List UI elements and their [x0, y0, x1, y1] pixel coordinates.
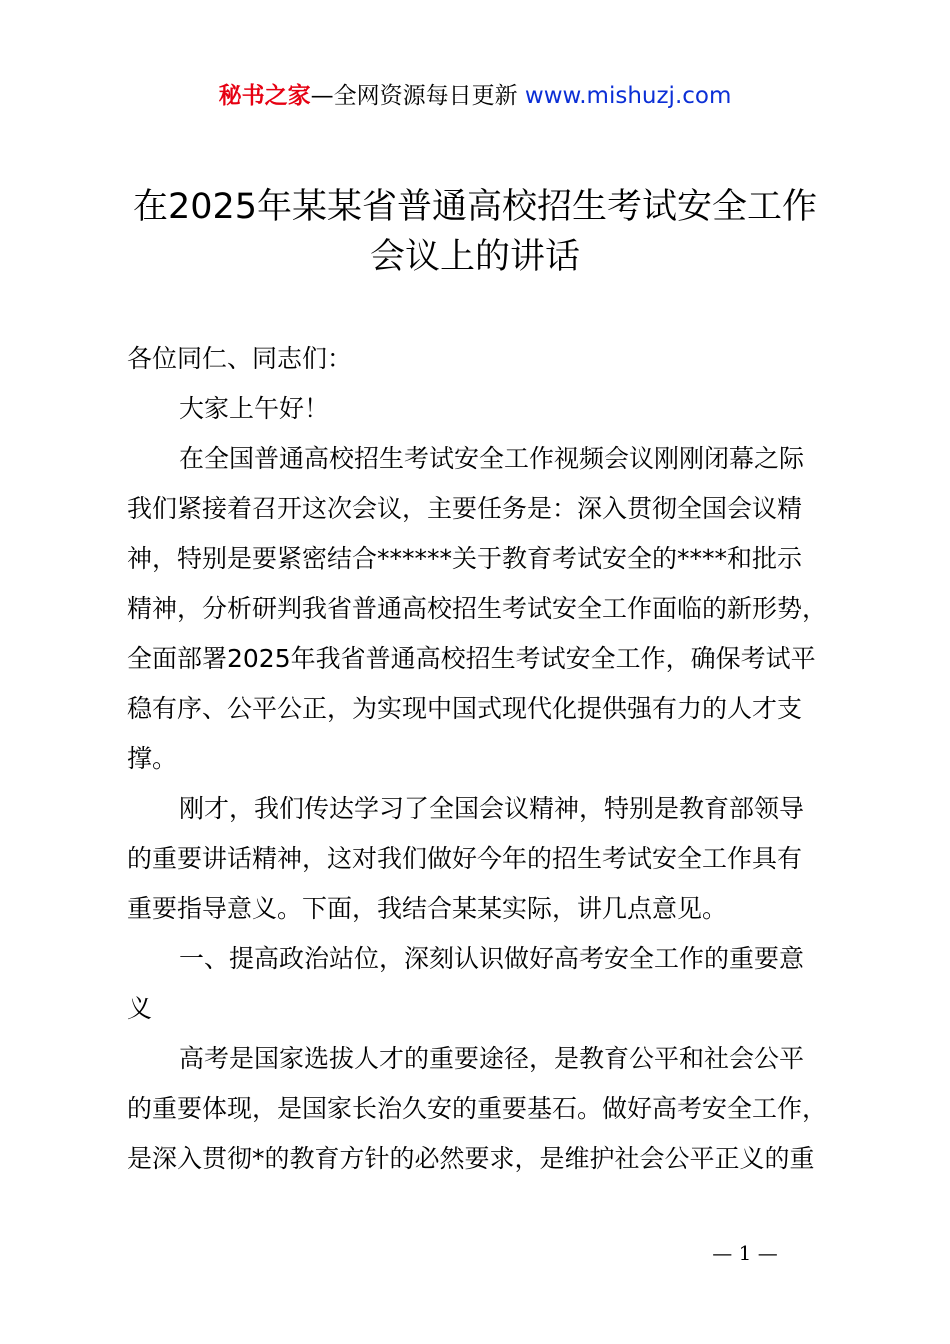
text-line: 高考是国家选拔人才的重要途径，是教育公平和社会公平 — [179, 1044, 805, 1073]
text-line: 全面部署2025年我省普通高校招生考试安全工作，确保考试平 — [127, 644, 816, 673]
paragraph-opening — [127, 434, 862, 784]
text-line: 重要指导意义。下面，我结合某某实际，讲几点意见。 — [127, 894, 728, 923]
salutation: 各位同仁、同志们： — [127, 344, 353, 373]
text-line: 我们紧接着召开这次会议，主要任务是：深入贯彻全国会议精 — [127, 494, 803, 523]
heading-line: 一、提高政治站位，深刻认识做好高考安全工作的重要意 — [179, 944, 805, 973]
title-line: 会议上的讲话 — [369, 237, 580, 277]
text-line: 神，特别是要紧密结合******关于教育考试安全的****和批示 — [127, 544, 803, 573]
text-line: 精神，分析研判我省普通高校招生考试安全工作面临的新形势， — [127, 594, 828, 623]
text-line: 的重要讲话精神，这对我们做好今年的招生考试安全工作具有 — [127, 844, 803, 873]
document-body — [127, 334, 862, 1184]
page-number: — 1 — — [712, 1241, 778, 1265]
text-line: 的重要体现，是国家长治久安的重要基石。做好高考安全工作， — [127, 1094, 828, 1123]
text-line: 稳有序、公平公正，为实现中国式现代化提供强有力的人才支 — [127, 694, 803, 723]
greeting: 大家上午好！ — [179, 394, 330, 423]
text-line: 在全国普通高校招生考试安全工作视频会议刚刚闭幕之际 — [179, 444, 805, 473]
text-line: 刚才，我们传达学习了全国会议精神，特别是教育部领导 — [179, 794, 805, 823]
site-banner — [0, 80, 950, 112]
site-tagline: —全网资源每日更新 — [310, 83, 518, 109]
site-url-link[interactable]: www.mishuzj.com — [524, 83, 732, 109]
document-title — [80, 182, 870, 282]
site-brand: 秘书之家 — [218, 83, 311, 109]
title-line: 在2025年某某省普通高校招生考试安全工作 — [132, 187, 818, 227]
paragraph-section-1 — [127, 1034, 862, 1184]
section-heading-1 — [127, 934, 862, 1034]
text-line: 撑。 — [127, 744, 178, 773]
heading-line: 义 — [127, 994, 153, 1023]
paragraph-review — [127, 784, 862, 934]
text-line: 是深入贯彻*的教育方针的必然要求，是维护社会公平正义的重 — [127, 1144, 815, 1173]
